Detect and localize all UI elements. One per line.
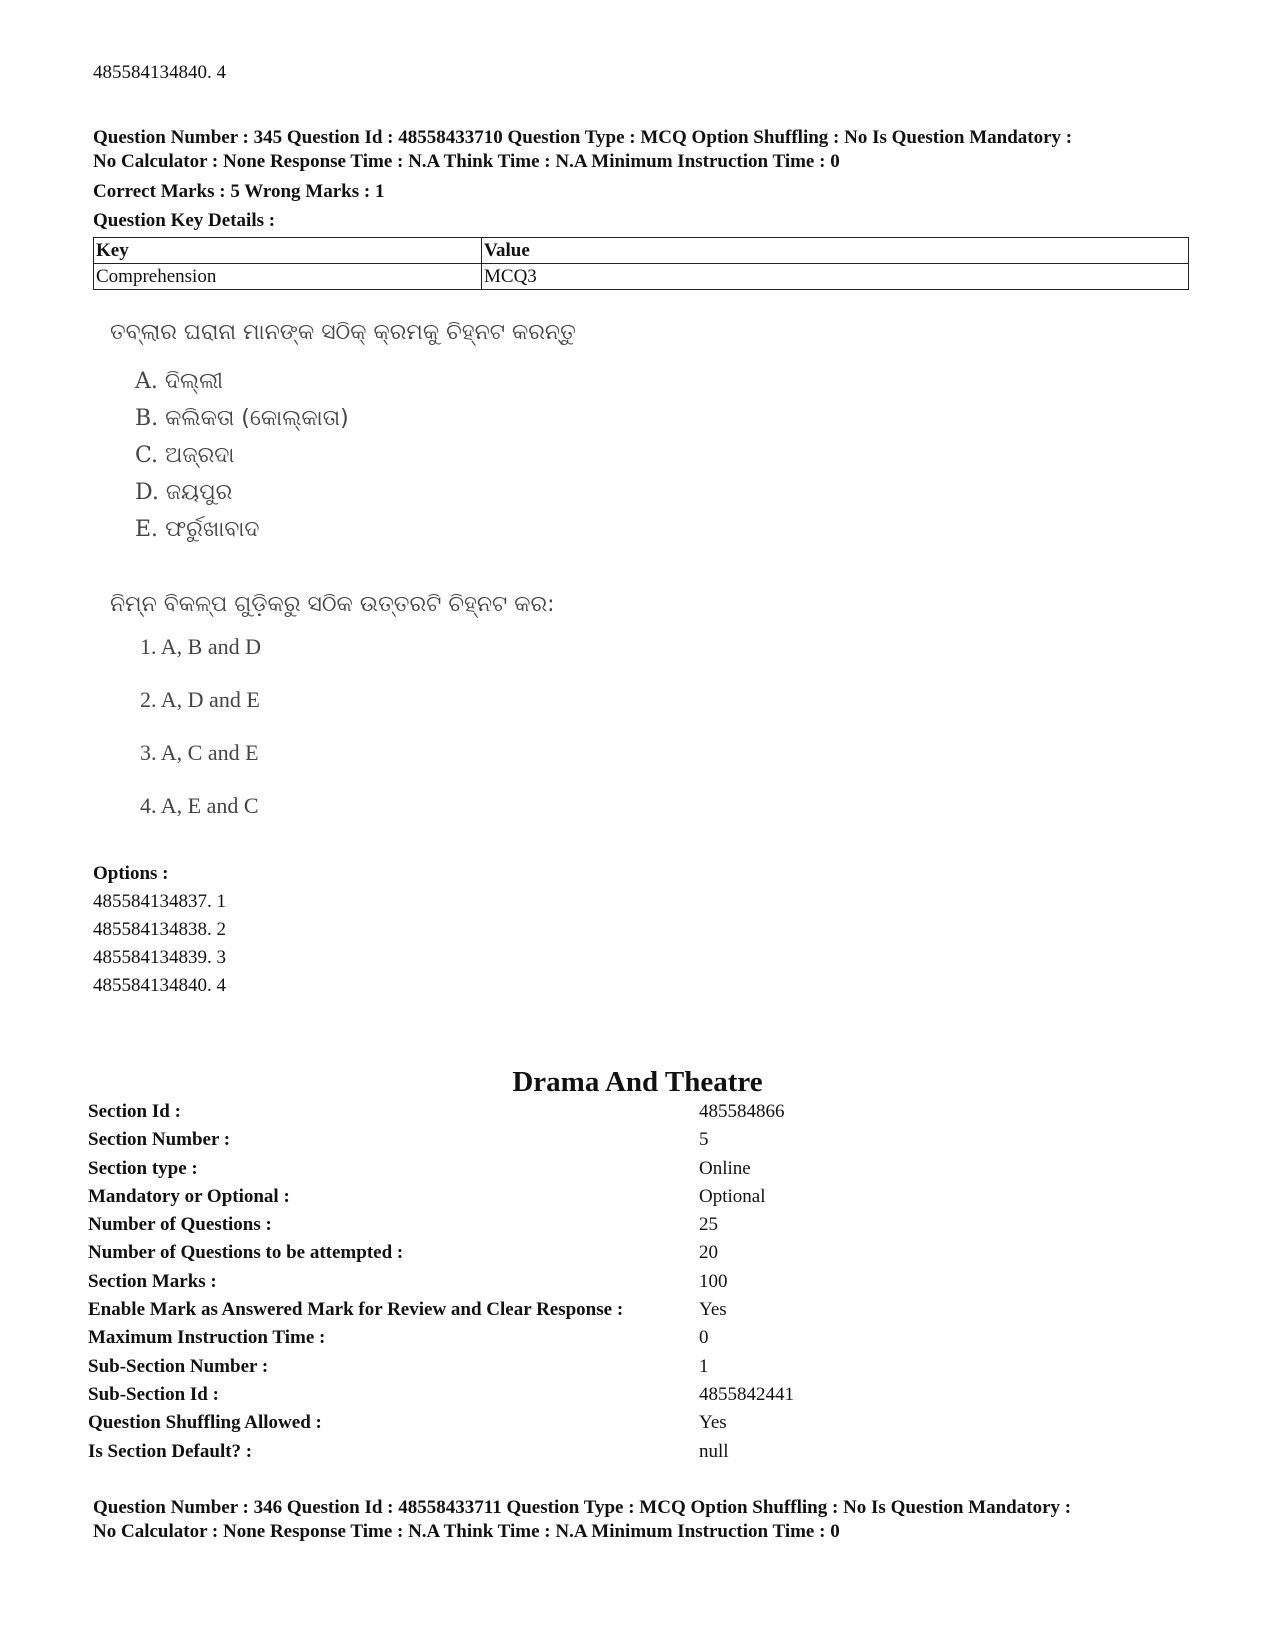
question-shuffling-value: Yes bbox=[699, 1412, 727, 1433]
section-number-value: 5 bbox=[699, 1129, 709, 1150]
option-item: 485584134837. 1 bbox=[93, 891, 226, 912]
choice-2: 2. A, D and E bbox=[140, 687, 260, 712]
table-row bbox=[94, 264, 1189, 290]
statement-text: ଫର୍ରୁଖାବାଦ bbox=[165, 517, 260, 542]
option-item: 485584134839. 3 bbox=[93, 947, 226, 968]
section-type-label: Section type : bbox=[88, 1158, 198, 1179]
questions-to-attempt-value: 20 bbox=[699, 1242, 718, 1263]
statement-text: କଲିକତା (କୋଲ୍‌କାତା) bbox=[165, 406, 349, 431]
statement-letter: E. bbox=[135, 517, 159, 542]
question-key-details-table bbox=[93, 237, 1189, 290]
statement-text: ଅଜ୍ରଦା bbox=[165, 443, 235, 468]
number-of-questions-value: 25 bbox=[699, 1214, 718, 1235]
statement-letter: A. bbox=[135, 369, 158, 394]
statement-c bbox=[135, 441, 234, 471]
max-instruction-time-label: Maximum Instruction Time : bbox=[88, 1327, 326, 1348]
statement-text: ଦିଲ୍ଲୀ bbox=[164, 369, 224, 394]
questions-to-attempt-label: Number of Questions to be attempted : bbox=[88, 1242, 404, 1263]
question-header-line-1: Question Number : 345 Question Id : 48558433710 Question Type : MCQ Option Shuffling : No Is Question Mandatory : bbox=[93, 127, 1073, 148]
section-marks-label: Section Marks : bbox=[88, 1271, 217, 1292]
statement-letter: D. bbox=[135, 480, 159, 505]
statement-e bbox=[135, 515, 260, 545]
statement-letter: C. bbox=[135, 443, 159, 468]
table-cell-key: Comprehension bbox=[94, 264, 482, 290]
choice-4: 4. A, E and C bbox=[140, 793, 259, 818]
sub-section-id-label: Sub-Section Id : bbox=[88, 1384, 219, 1405]
key-details-label: Question Key Details : bbox=[93, 210, 276, 231]
statement-d bbox=[135, 478, 232, 508]
table-header-value: Value bbox=[482, 238, 1189, 264]
question-header-line-2: No Calculator : None Response Time : N.A Think Time : N.A Minimum Instruction Time : 0 bbox=[93, 151, 840, 172]
section-number-label: Section Number : bbox=[88, 1129, 231, 1150]
statement-text: ଜୟପୁର bbox=[165, 480, 233, 505]
question-header-line-2: No Calculator : None Response Time : N.A Think Time : N.A Minimum Instruction Time : 0 bbox=[93, 1521, 840, 1542]
statement-letter: B. bbox=[135, 406, 159, 431]
table-header-row bbox=[94, 238, 1189, 264]
question-text: ତବ୍‌ଲାର ଘରାନା ମାନଙ୍କ ସଠିକ୍ କ୍ରମକୁ ଚିହ୍ନଟ କରନ୍ତୁ bbox=[110, 320, 576, 345]
question-header-line-1: Question Number : 346 Question Id : 48558433711 Question Type : MCQ Option Shuffling : No Is Question Mandatory : bbox=[93, 1497, 1072, 1518]
choice-3: 3. A, C and E bbox=[140, 740, 259, 765]
mandatory-optional-value: Optional bbox=[699, 1186, 766, 1207]
question-shuffling-label: Question Shuffling Allowed : bbox=[88, 1412, 322, 1433]
option-item: 485584134840. 4 bbox=[93, 975, 226, 996]
question-345-header bbox=[93, 126, 1213, 174]
section-default-label: Is Section Default? : bbox=[88, 1441, 253, 1462]
enable-mark-value: Yes bbox=[699, 1299, 727, 1320]
section-default-value: null bbox=[699, 1441, 729, 1462]
section-title: Drama And Theatre bbox=[512, 1066, 763, 1098]
instruction-text: ନିମ୍ନ ବିକଳ୍ପ ଗୁଡ଼ିକରୁ ସଠିକ ଉତ୍ତରଟି ଚିହ୍ନଟ କର: bbox=[110, 592, 555, 617]
section-type-value: Online bbox=[699, 1158, 751, 1179]
choice-1: 1. A, B and D bbox=[140, 634, 261, 659]
previous-answer-line: 485584134840. 4 bbox=[93, 62, 226, 83]
option-item: 485584134838. 2 bbox=[93, 919, 226, 940]
section-id-label: Section Id : bbox=[88, 1101, 181, 1122]
statement-b bbox=[135, 404, 349, 434]
table-cell-value: MCQ3 bbox=[482, 264, 1189, 290]
sub-section-id-value: 4855842441 bbox=[699, 1384, 794, 1405]
sub-section-number-value: 1 bbox=[699, 1356, 709, 1377]
enable-mark-label: Enable Mark as Answered Mark for Review and Clear Response : bbox=[88, 1299, 624, 1320]
sub-section-number-label: Sub-Section Number : bbox=[88, 1356, 269, 1377]
statement-a bbox=[135, 367, 223, 397]
options-label: Options : bbox=[93, 863, 169, 884]
marks-line: Correct Marks : 5 Wrong Marks : 1 bbox=[93, 181, 385, 202]
section-id-value: 485584866 bbox=[699, 1101, 785, 1122]
number-of-questions-label: Number of Questions : bbox=[88, 1214, 272, 1235]
mandatory-optional-label: Mandatory or Optional : bbox=[88, 1186, 290, 1207]
section-marks-value: 100 bbox=[699, 1271, 728, 1292]
max-instruction-time-value: 0 bbox=[699, 1327, 709, 1348]
question-346-header bbox=[93, 1496, 1213, 1544]
table-header-key: Key bbox=[94, 238, 482, 264]
